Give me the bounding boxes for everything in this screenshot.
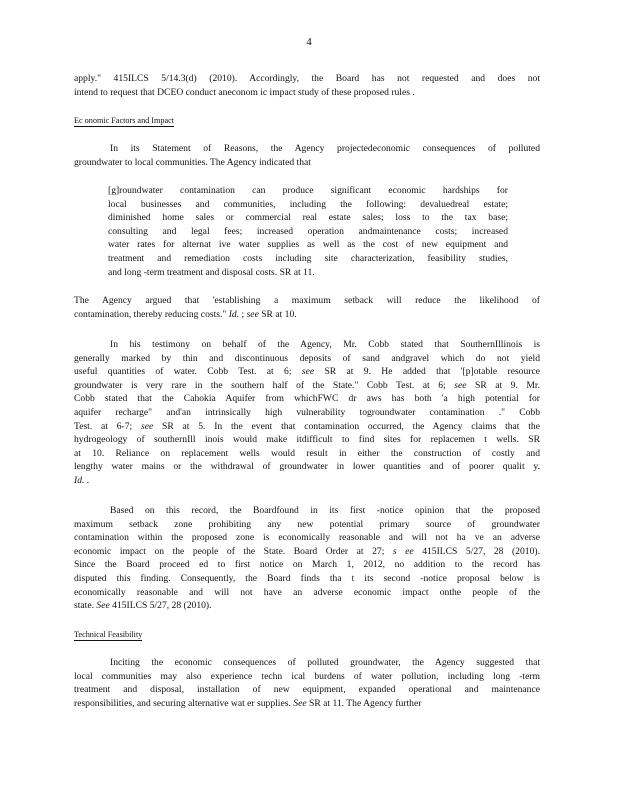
text-line: economic impact on the people of the State. Board Order at 27; s ee 415ILCS 5/27, 28 (2010).	[74, 545, 540, 557]
text-line: economically reasonable and will not have an adverse economic impact onthe people of the	[74, 586, 540, 598]
text-line: Test. at 6-7; see SR at 5. In the event that contamination occurred, the Agency claims that the	[74, 420, 540, 432]
text-line: groundwater is very rare in the southern half of the State." Cobb Test. at 6; see SR at 9. Mr.	[74, 379, 540, 391]
page-number: 4	[306, 36, 312, 48]
text-line: apply." 415ILCS 5/14.3(d) (2010). Accordingly, the Board has not requested and does not	[74, 73, 540, 84]
text-line: treatment and remediation costs including site characterization, feasibility studies,	[108, 252, 508, 264]
text-line: disputed this finding. Consequently, the Board finds tha t its second -notice proposal below is	[74, 572, 540, 584]
text-line: Based on this record, the Boardfound in its first -notice opinion that the proposed	[110, 505, 540, 516]
paragraph-statement-of-reasons	[74, 142, 540, 169]
text-line: maximum setback zone prohibiting any new potential primary source of groundwater	[74, 518, 540, 530]
text-line: In his testimony on behalf of the Agency, Mr. Cobb stated that SouthernIllinois is	[110, 339, 540, 350]
text-line: local communities may also experience techn ical burdens of water pollution, including long -term	[74, 670, 540, 682]
text-line: at 10. Reliance on replacement wells would result in either the construction of costly and	[74, 447, 540, 459]
heading-technical-feasibility: Technical Feasibility	[74, 630, 143, 639]
text-line: In its Statement of Reasons, the Agency projectedeconomic consequences of polluted	[110, 143, 540, 154]
text-line: local businesses and communities, including the following: devaluedreal estate;	[108, 198, 508, 210]
text-line: Inciting the economic consequences of polluted groundwater, the Agency suggested that	[110, 657, 540, 668]
text-line: treatment and disposal, installation of new equipment, expanded operational and maintenance	[74, 684, 540, 696]
text-line: useful quantities of water. Cobb Test. at 6; see SR at 9. He added that '[p]otable resource	[74, 366, 540, 378]
text-line: Since the Board proceed ed to first notice on March 1, 2012, no addition to the record has	[74, 559, 540, 571]
text-line: water rates for alternat ive water supplies as well as the cost of new equipment and	[108, 239, 508, 251]
paragraph-technical	[74, 656, 540, 710]
text-line: generally marked by thin and discontinuous deposits of sand andgravel which do not yield	[74, 352, 540, 364]
block-quote	[108, 184, 508, 279]
text-line: and long -term treatment and disposal costs. SR at 11.	[108, 266, 315, 278]
text-line: hydrogeology of southernIll inois would make itdifficult to find sites for replacemen t wells. SR	[74, 434, 540, 446]
paragraph-agency-argued	[74, 294, 540, 321]
text-line: diminished home sales or commercial real estate sales; loss to the tax base;	[108, 212, 508, 224]
text-line: contamination within the proposed zone is economically reasonable and will not ha ve an adverse	[74, 532, 540, 544]
text-line: contamination, thereby reducing costs." Id. ; see SR at 10.	[74, 308, 297, 320]
text-line: aquifer recharge" and'an intrinsically high vulnerability togroundwater contamination ." Cobb	[74, 406, 540, 418]
text-line: consulting and legal fees; increased operation andmaintenance costs; increased	[108, 225, 508, 237]
paragraph-apply	[74, 72, 540, 99]
text-line: Cobb stated that the Cahokia Aquifer from whichFWC dr aws has both 'a high potential for	[74, 393, 540, 405]
text-line: lengthy water mains or the withdrawal of groundwater in lower quantities and of poorer qualit y.	[74, 461, 540, 473]
text-line: Id. .	[74, 474, 90, 486]
heading-economic-factors: Ec onomic Factors and Impact	[74, 116, 175, 125]
text-line: state. See 415ILCS 5/27, 28 (2010).	[74, 600, 212, 612]
text-line: intend to request that DCEO conduct aneconom ic impact study of these proposed rules .	[74, 86, 415, 98]
text-line: groundwater to local communities. The Agency indicated that	[74, 156, 311, 168]
paragraph-cobb-testimony	[74, 338, 540, 488]
paragraph-board-found	[74, 504, 540, 613]
text-line: The Agency argued that 'establishing a maximum setback will reduce the likelihood of	[74, 295, 540, 306]
text-line: responsibilities, and securing alternative wat er supplies. See SR at 11. The Agency further	[74, 697, 422, 709]
text-line: [g]roundwater contamination can produce significant economic hardships for	[108, 185, 508, 196]
